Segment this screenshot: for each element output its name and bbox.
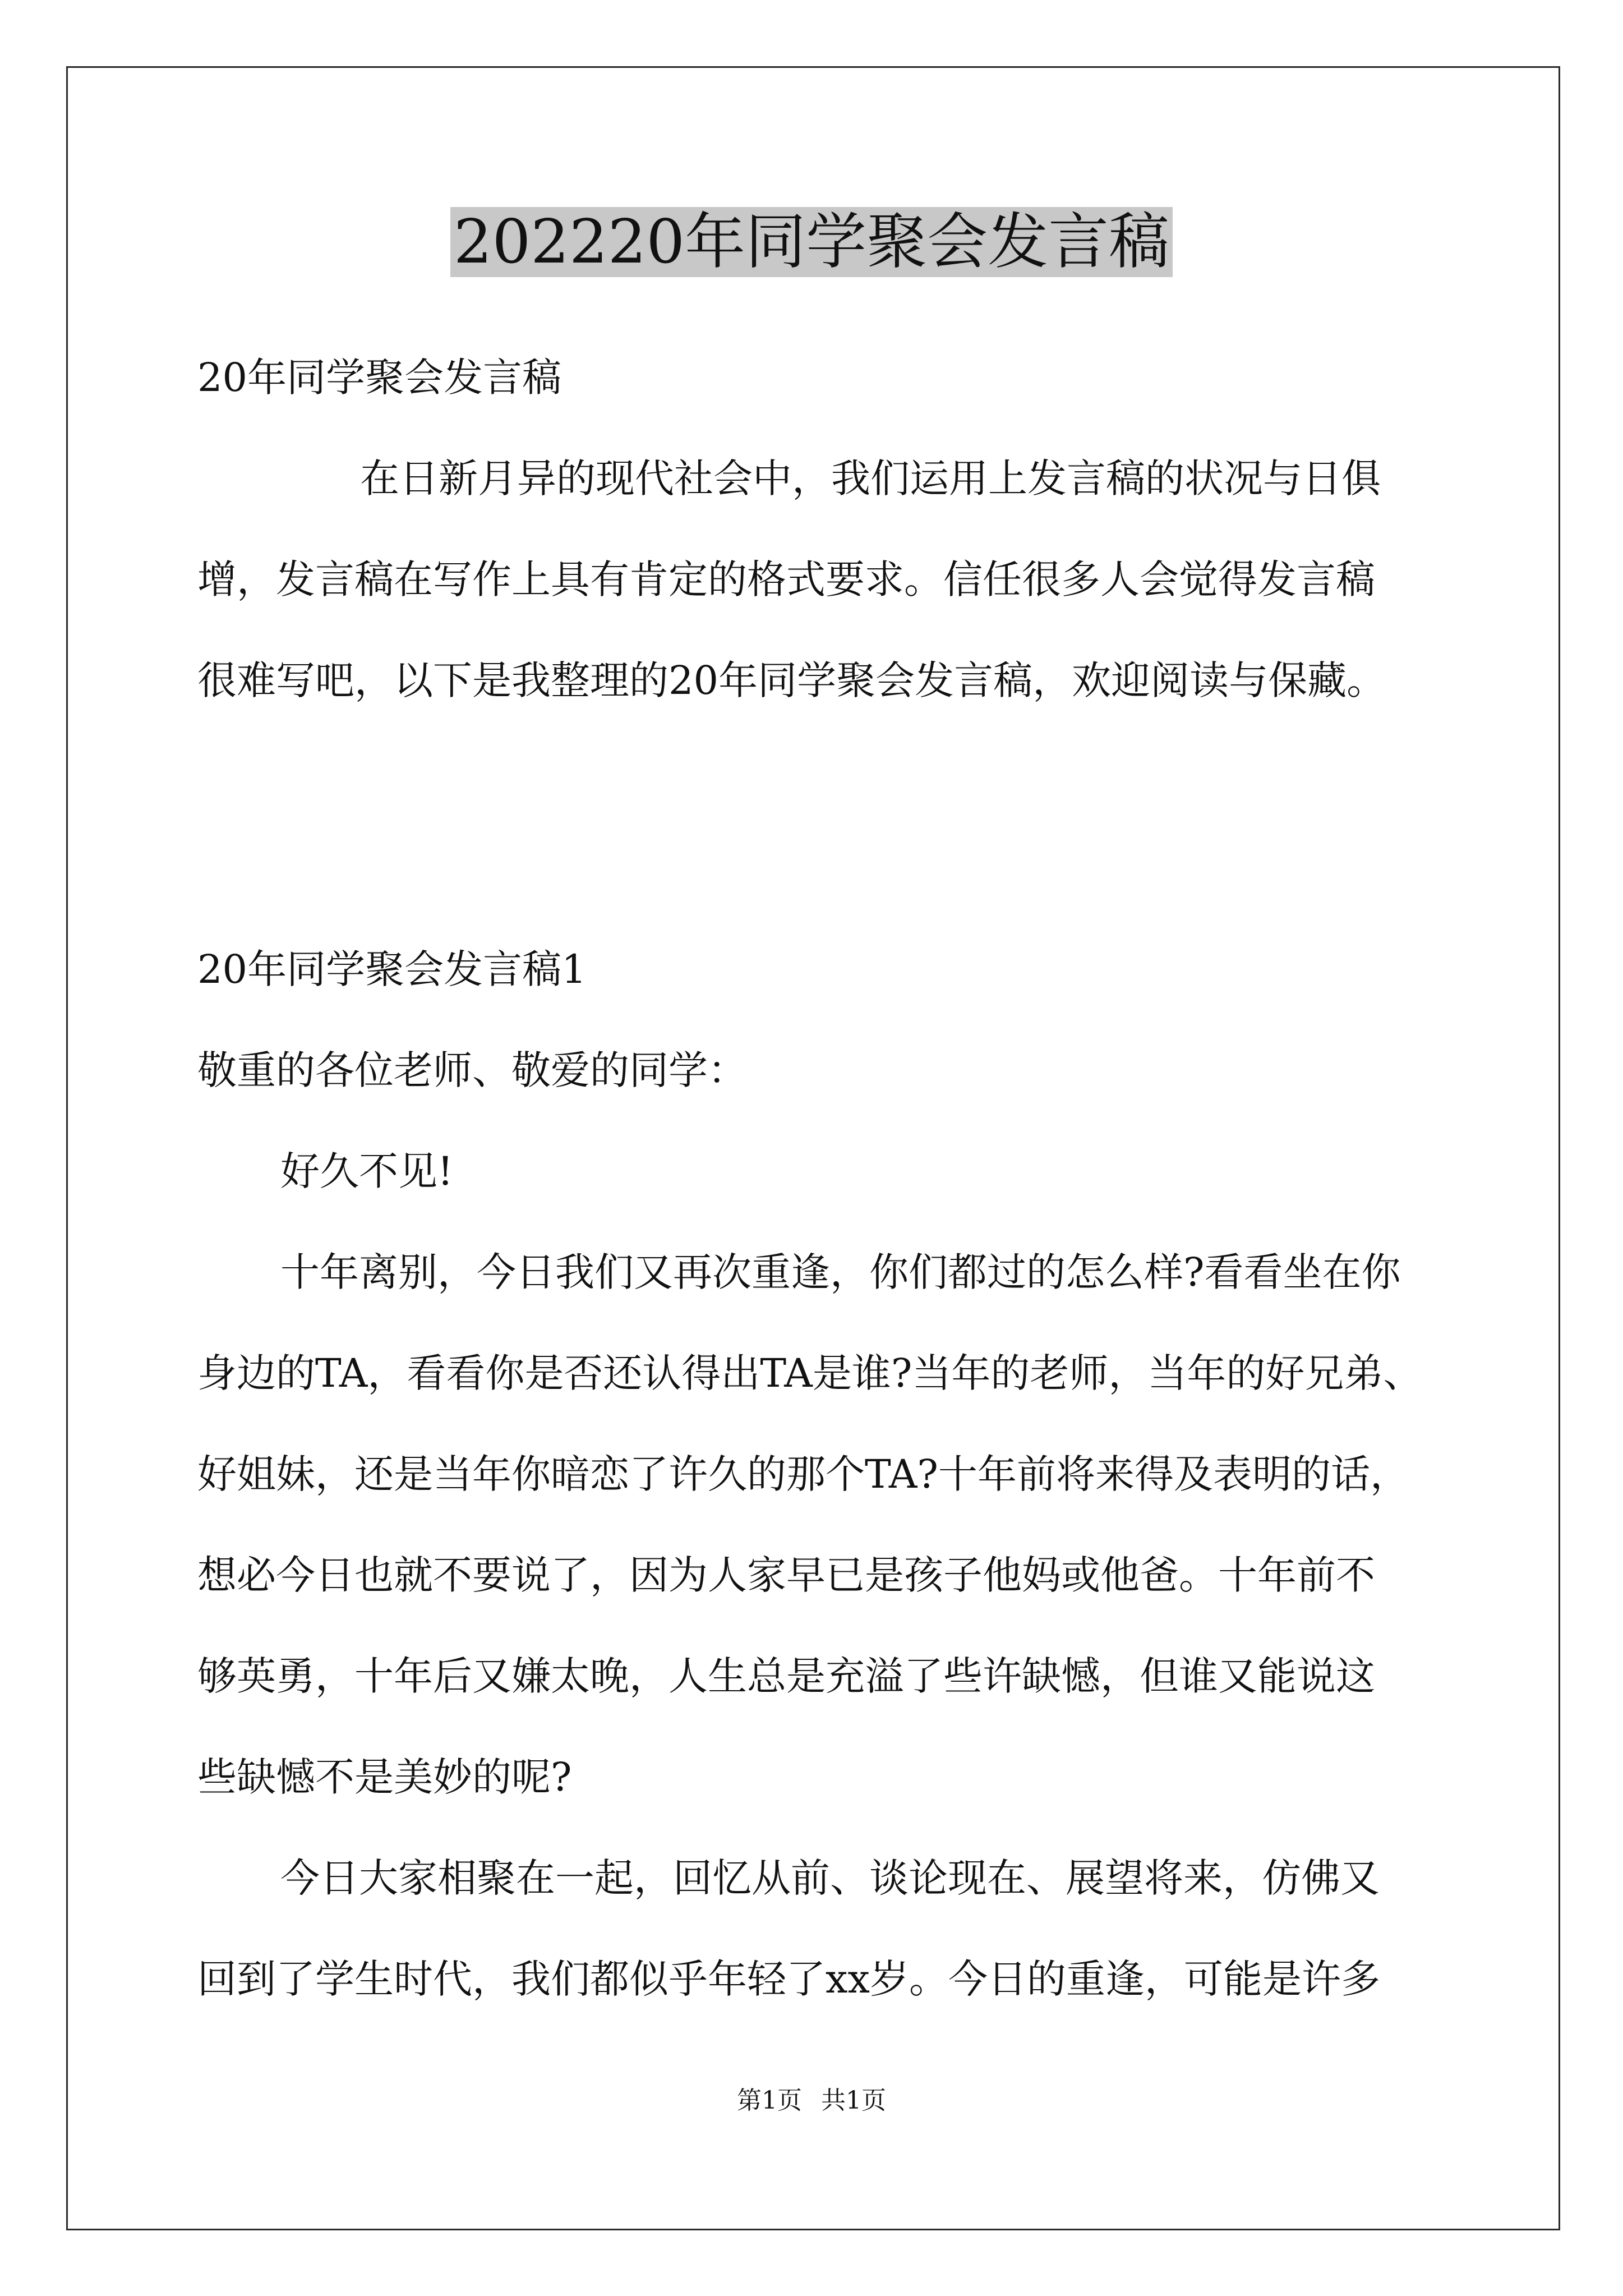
section-heading: 20年同学聚会发言稿1 xyxy=(197,946,587,992)
document-body xyxy=(197,338,1431,2041)
paragraph-gap xyxy=(197,742,1431,930)
page-number: 第1页 xyxy=(737,2086,802,2115)
paragraph-line: 今日大家相聚在一起，回忆从前、谈论现在、展望将来，仿佛又 xyxy=(280,1855,1380,1901)
document-title-text: 202220年同学聚会发言稿 xyxy=(450,207,1173,277)
paragraph-line: 回到了学生时代，我们都似乎年轻了xx岁。今日的重逢，可能是许多 xyxy=(197,1956,1380,2002)
paragraph-line: 好姐妹，还是当年你暗恋了许久的那个TA?十年前将来得及表明的话， xyxy=(197,1451,1409,1497)
paragraph-line: 身边的TA，看看你是否还认得出TA是谁?当年的老师，当年的好兄弟、 xyxy=(197,1350,1423,1396)
page-footer xyxy=(0,2084,1623,2118)
paragraph-line: 想必今日也就不要说了，因为人家早已是孩子他妈或他爸。十年前不 xyxy=(197,1552,1375,1598)
document-title xyxy=(0,203,1623,282)
intro-line: 很难写吧，以下是我整理的20年同学聚会发言稿，欢迎阅读与保藏。 xyxy=(197,657,1386,703)
page-total: 共1页 xyxy=(821,2086,886,2115)
salutation: 敬重的各位老师、敬爱的同学： xyxy=(197,1047,747,1093)
paragraph-line: 够英勇，十年后又嫌太晚，人生总是充溢了些许缺憾，但谁又能说这 xyxy=(197,1653,1375,1699)
intro-line: 在日新月异的现代社会中，我们运用上发言稿的状况与日俱 xyxy=(360,455,1381,501)
paragraph-line: 十年离别，今日我们又再次重逢，你们都过的怎么样?看看坐在你 xyxy=(280,1249,1401,1295)
paragraph-line: 些缺憾不是美妙的呢? xyxy=(197,1754,572,1800)
subtitle: 20年同学聚会发言稿 xyxy=(197,355,562,401)
greeting: 好久不见! xyxy=(280,1148,454,1194)
intro-line: 增，发言稿在写作上具有肯定的格式要求。信任很多人会觉得发言稿 xyxy=(197,556,1375,602)
